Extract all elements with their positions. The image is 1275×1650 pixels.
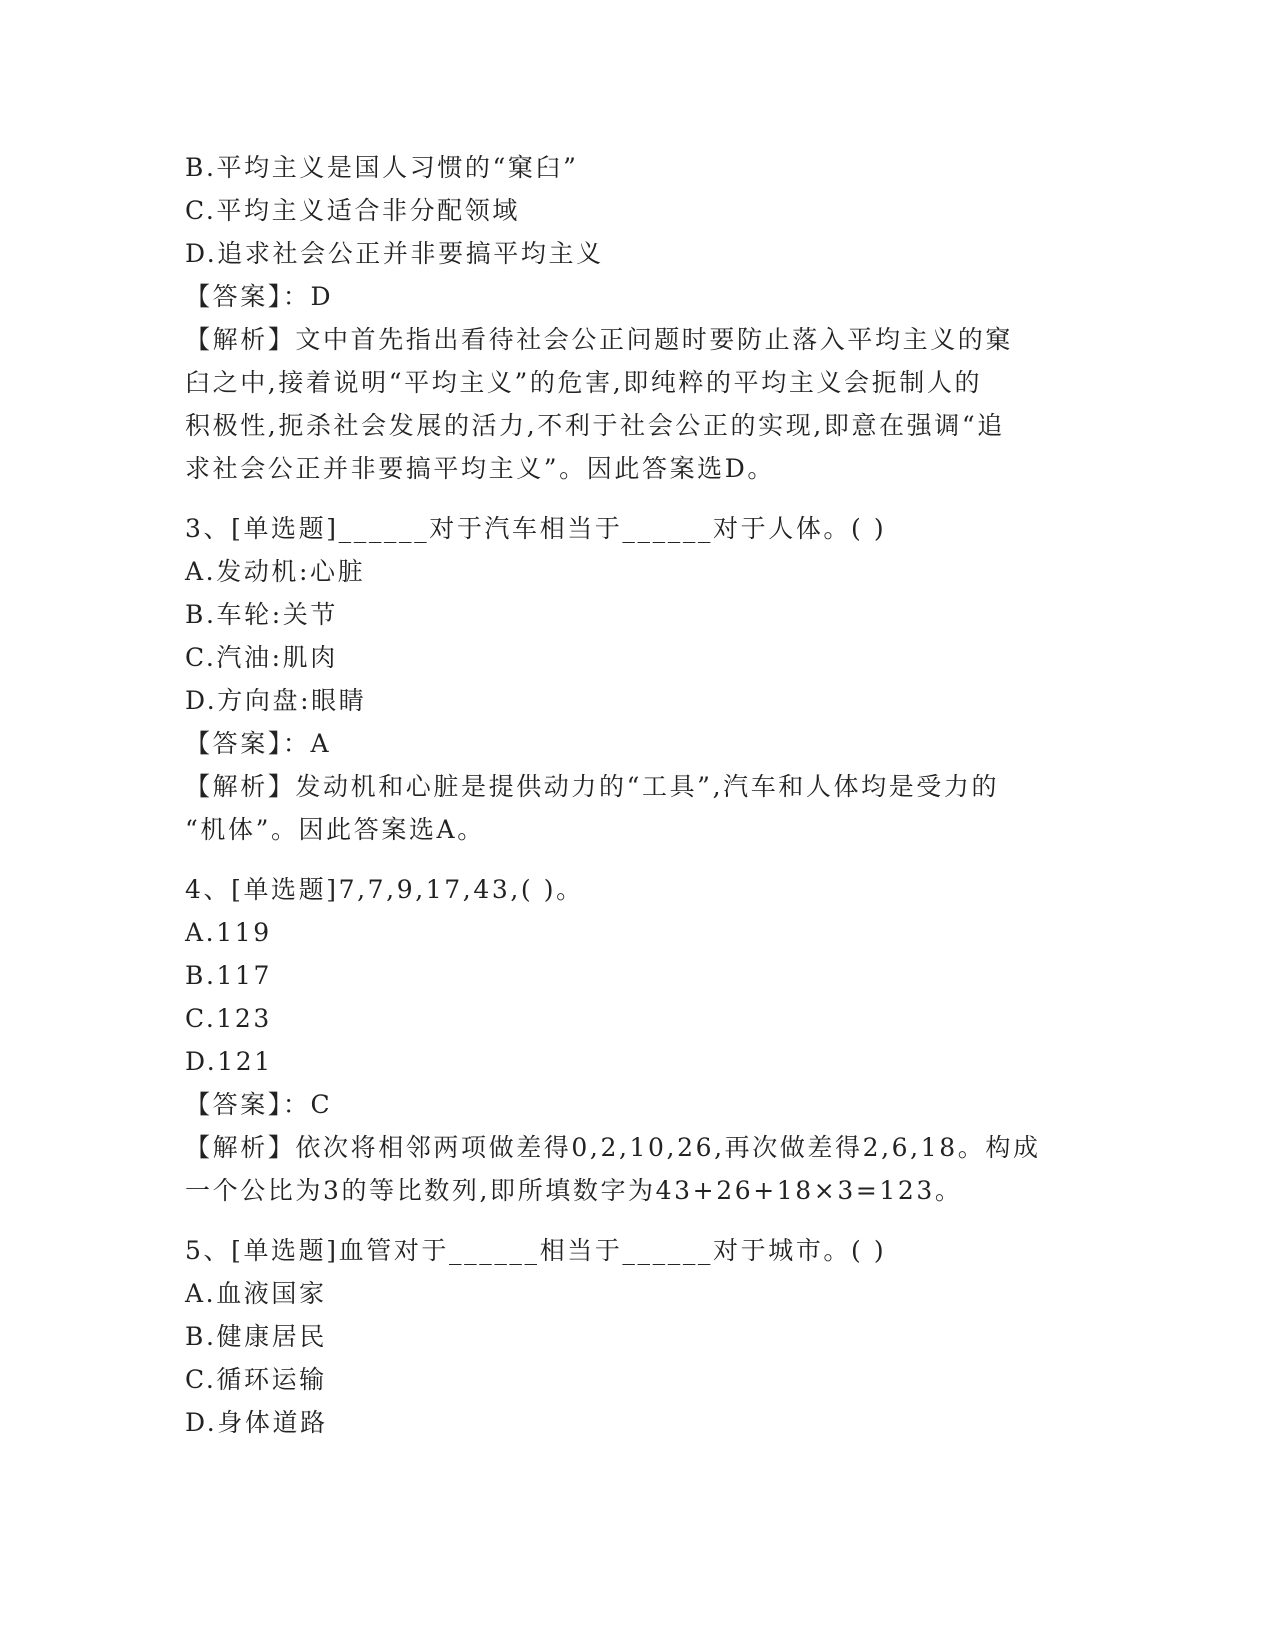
spacer [185, 851, 1080, 868]
question-2-block [185, 146, 1080, 490]
option-d: D.121 [185, 1047, 273, 1076]
option-a: A.血液国家 [185, 1279, 327, 1308]
question-3-block [185, 507, 1080, 851]
option-d: D.追求社会公正并非要搞平均主义 [185, 239, 604, 268]
spacer [185, 490, 1080, 507]
option-b: B.车轮:关节 [185, 600, 338, 629]
spacer [185, 1212, 1080, 1229]
analysis-line: 积极性,扼杀社会发展的活力,不利于社会公正的实现,即意在强调“追 [185, 411, 1005, 440]
option-b: B.健康居民 [185, 1322, 327, 1351]
option-b: B.平均主义是国人习惯的“窠臼” [185, 153, 579, 182]
option-d: D.身体道路 [185, 1408, 328, 1437]
page-content [185, 146, 1080, 1444]
answer-line: 【答案】：D [185, 282, 334, 311]
answer-line: 【答案】：A [185, 729, 332, 758]
option-c: C.123 [185, 1004, 272, 1033]
question-4-block [185, 868, 1080, 1212]
answer-line: 【答案】：C [185, 1090, 333, 1119]
question-5-block [185, 1229, 1080, 1444]
option-b: B.117 [185, 961, 273, 990]
analysis-line: 臼之中,接着说明“平均主义”的危害,即纯粹的平均主义会扼制人的 [185, 368, 983, 397]
question-stem: 5、[单选题]血管对于______相当于______对于城市。( ) [185, 1236, 887, 1265]
question-stem: 4、[单选题]7,7,9,17,43,( )。 [185, 875, 584, 904]
option-a: A.发动机:心脏 [185, 557, 366, 586]
analysis-line: 一个公比为3的等比数列,即所填数字为43+26+18×3=123。 [185, 1176, 963, 1205]
option-c: C.循环运输 [185, 1365, 327, 1394]
option-d: D.方向盘:眼睛 [185, 686, 367, 715]
option-c: C.汽油:肌肉 [185, 643, 338, 672]
analysis-line: 【解析】文中首先指出看待社会公正问题时要防止落入平均主义的窠 [185, 325, 1014, 354]
analysis-line: “机体”。因此答案选A。 [185, 815, 485, 844]
analysis-line: 【解析】发动机和心脏是提供动力的“工具”,汽车和人体均是受力的 [185, 772, 1000, 801]
analysis-line: 【解析】依次将相邻两项做差得0,2,10,26,再次做差得2,6,18。构成 [185, 1133, 1041, 1162]
analysis-line: 求社会公正并非要搞平均主义”。因此答案选D。 [185, 454, 776, 483]
option-a: A.119 [185, 918, 272, 947]
question-stem: 3、[单选题]______对于汽车相当于______对于人体。( ) [185, 514, 887, 543]
option-c: C.平均主义适合非分配领域 [185, 196, 520, 225]
